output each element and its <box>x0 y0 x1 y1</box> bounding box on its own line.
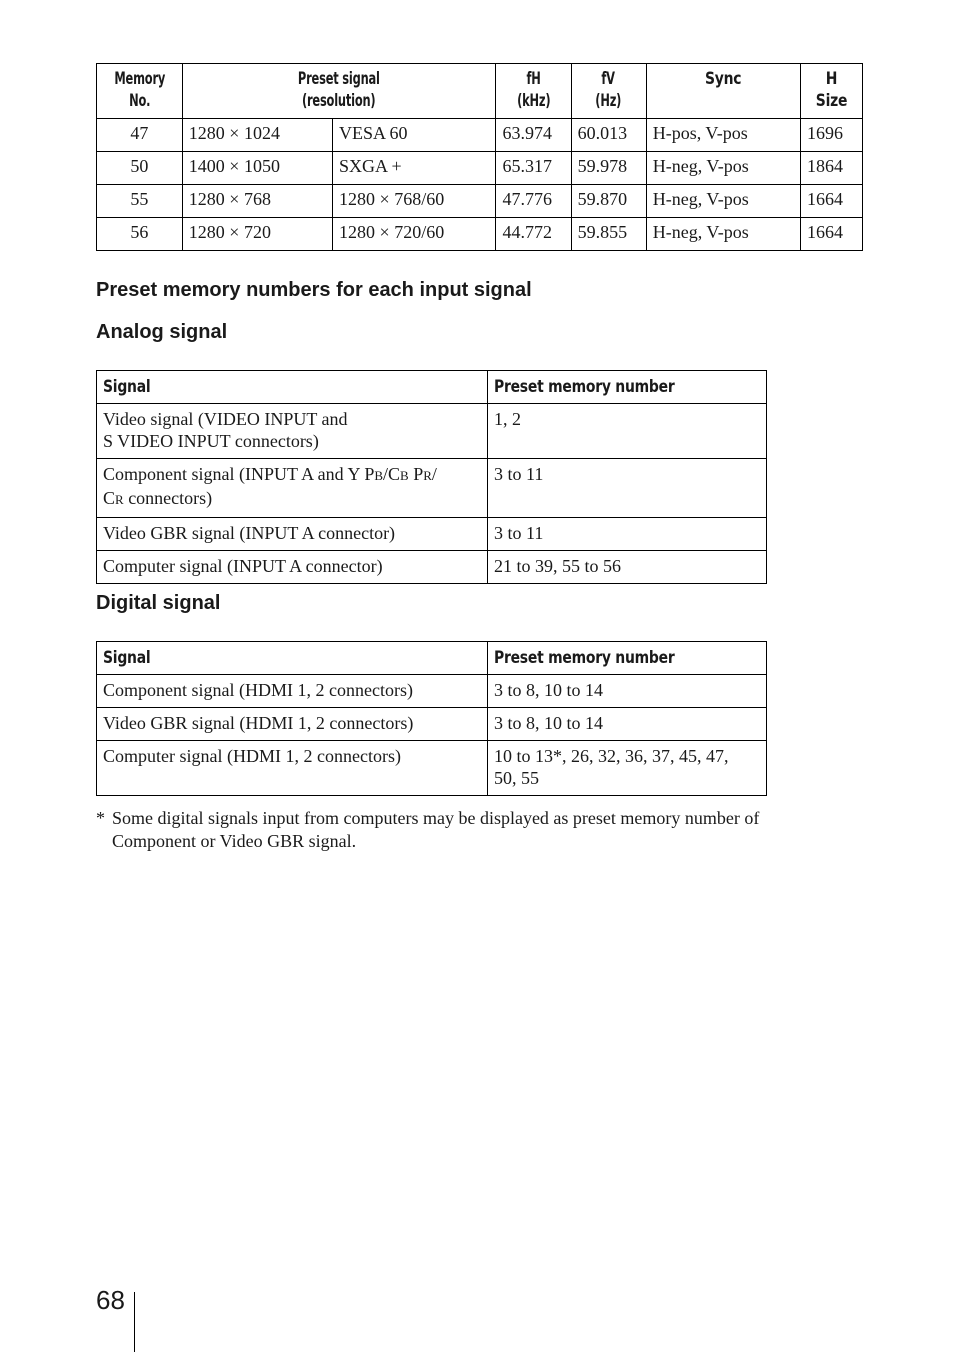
cell-signal: Component signal (HDMI 1, 2 connectors) <box>97 675 488 708</box>
table-header-row <box>97 64 863 119</box>
page-number: 68 <box>96 1285 125 1315</box>
cell-resolution: 1280 × 720 <box>182 218 332 251</box>
cell-memory: 47 <box>97 119 183 152</box>
table-row <box>97 741 767 796</box>
table-row <box>97 404 767 459</box>
table-header-row <box>97 371 767 404</box>
cell-signal: Video GBR signal (INPUT A connector) <box>97 518 488 551</box>
digital-signal-table <box>96 641 767 796</box>
footnote <box>96 807 826 853</box>
cell-h-size: 1696 <box>801 119 863 152</box>
analog-signal-table <box>96 370 767 584</box>
cell-fv: 59.870 <box>571 185 646 218</box>
cell-number: 3 to 11 <box>488 518 767 551</box>
cell-sync: H-neg, V-pos <box>646 152 800 185</box>
table-row <box>97 518 767 551</box>
cell-resolution: 1400 × 1050 <box>182 152 332 185</box>
cell-fh: 44.772 <box>496 218 571 251</box>
cell-signal: Video signal (VIDEO INPUT and S VIDEO INPUT connectors) <box>97 404 488 459</box>
footnote-mark: * <box>96 808 105 828</box>
cell-h-size: 1864 <box>801 152 863 185</box>
cell-number: 3 to 8, 10 to 14 <box>488 675 767 708</box>
cell-memory: 55 <box>97 185 183 218</box>
cell-fv: 60.013 <box>571 119 646 152</box>
cell-signal: 1280 × 720/60 <box>333 218 496 251</box>
cell-number: 10 to 13*, 26, 32, 36, 37, 45, 47, 50, 55 <box>488 741 767 796</box>
cell-sync: H-neg, V-pos <box>646 185 800 218</box>
preset-signal-table <box>96 63 863 251</box>
header-fh: fH (kHz) <box>496 64 571 119</box>
table-row <box>97 459 767 518</box>
cell-fh: 47.776 <box>496 185 571 218</box>
header-signal: Signal <box>97 642 488 675</box>
section-heading-digital: Digital signal <box>96 592 221 614</box>
header-preset-memory-number: Preset memory number <box>488 371 767 404</box>
cell-signal: Computer signal (HDMI 1, 2 connectors) <box>97 741 488 796</box>
cell-fh: 65.317 <box>496 152 571 185</box>
table-row <box>97 708 767 741</box>
header-signal: Signal <box>97 371 488 404</box>
cell-resolution: 1280 × 768 <box>182 185 332 218</box>
header-preset-memory-number: Preset memory number <box>488 642 767 675</box>
cell-signal: Component signal (INPUT A and Y PB/CB PR/ CR connectors) <box>97 459 488 518</box>
cell-fh: 63.974 <box>496 119 571 152</box>
header-sync: Sync <box>646 64 800 119</box>
cell-number: 3 to 8, 10 to 14 <box>488 708 767 741</box>
table-row <box>97 218 863 251</box>
cell-number: 21 to 39, 55 to 56 <box>488 551 767 584</box>
section-heading-analog: Analog signal <box>96 321 228 343</box>
cell-h-size: 1664 <box>801 218 863 251</box>
header-h-size: H Size <box>801 64 863 119</box>
cell-memory: 50 <box>97 152 183 185</box>
table-row <box>97 551 767 584</box>
cell-sync: H-neg, V-pos <box>646 218 800 251</box>
page-number-divider <box>134 1292 135 1352</box>
cell-resolution: 1280 × 1024 <box>182 119 332 152</box>
header-fv: fV (Hz) <box>571 64 646 119</box>
footnote-text: Some digital signals input from computers may be displayed as preset memory number of Component or Video GBR signal. <box>112 808 760 851</box>
cell-signal: 1280 × 768/60 <box>333 185 496 218</box>
cell-sync: H-pos, V-pos <box>646 119 800 152</box>
header-memory-no: Memory No. <box>97 64 183 119</box>
table-header-row <box>97 642 767 675</box>
cell-fv: 59.978 <box>571 152 646 185</box>
header-preset-signal: Preset signal (resolution) <box>182 64 496 119</box>
cell-signal: VESA 60 <box>333 119 496 152</box>
cell-signal: SXGA + <box>333 152 496 185</box>
cell-fv: 59.855 <box>571 218 646 251</box>
cell-h-size: 1664 <box>801 185 863 218</box>
section-heading-preset-numbers: Preset memory numbers for each input signal <box>96 279 532 301</box>
cell-number: 1, 2 <box>488 404 767 459</box>
cell-number: 3 to 11 <box>488 459 767 518</box>
cell-signal: Computer signal (INPUT A connector) <box>97 551 488 584</box>
cell-signal: Video GBR signal (HDMI 1, 2 connectors) <box>97 708 488 741</box>
table-row <box>97 675 767 708</box>
table-row <box>97 119 863 152</box>
table-row <box>97 185 863 218</box>
table-row <box>97 152 863 185</box>
cell-memory: 56 <box>97 218 183 251</box>
